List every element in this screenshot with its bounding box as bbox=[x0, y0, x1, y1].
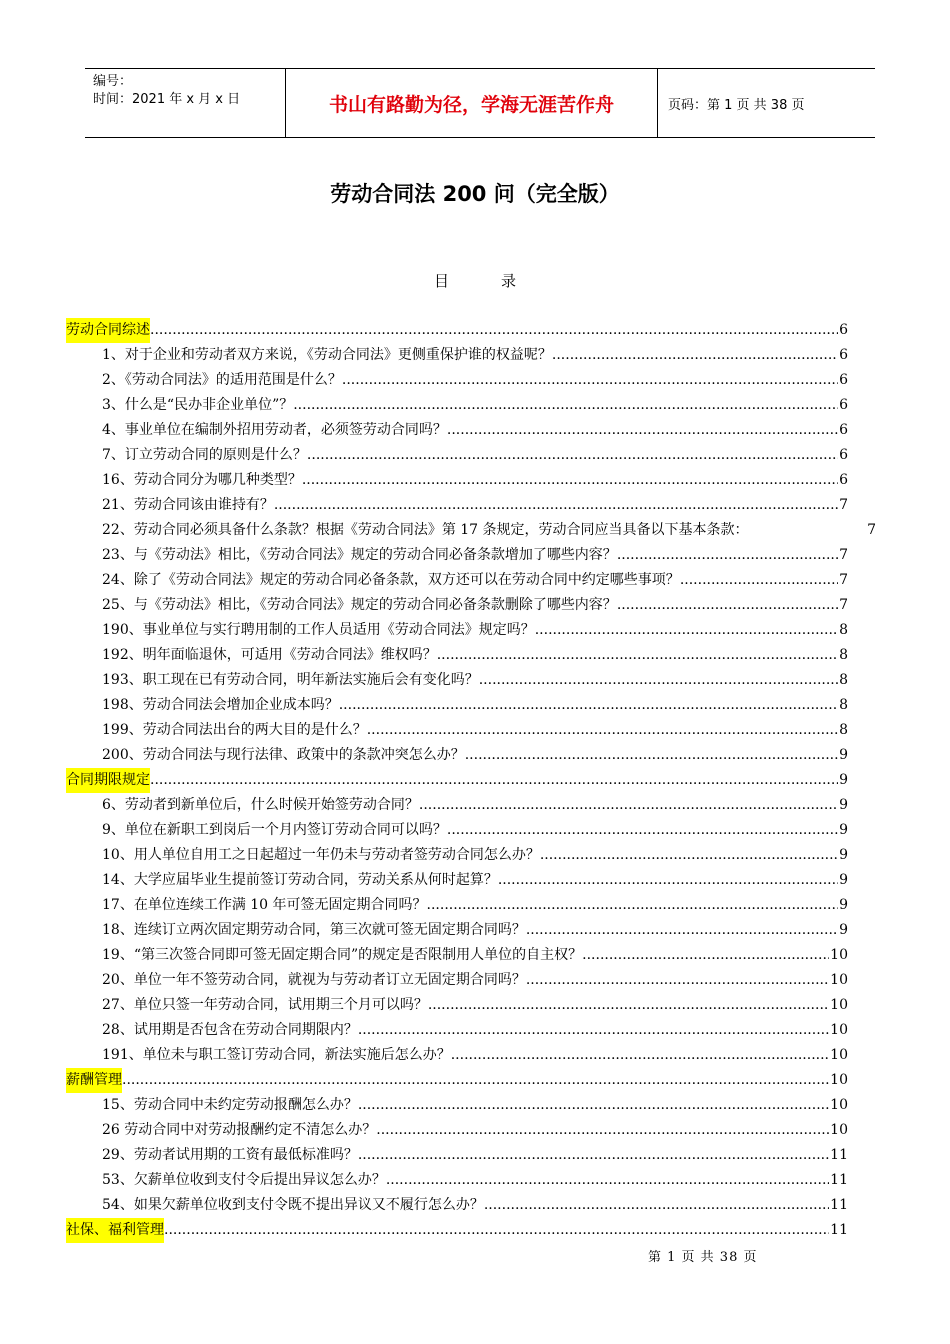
toc-entry[interactable] bbox=[66, 993, 848, 1018]
dot-leader bbox=[339, 693, 838, 718]
dot-leader bbox=[122, 1068, 829, 1093]
toc-entry-label: 193、职工现在已有劳动合同，明年新法实施后会有变化吗？ bbox=[102, 672, 479, 688]
dot-leader bbox=[617, 593, 838, 618]
toc-entry[interactable] bbox=[66, 618, 848, 643]
dot-leader bbox=[540, 843, 838, 868]
toc-entry[interactable] bbox=[66, 718, 848, 743]
toc-entry-label: 21、劳动合同该由谁持有？ bbox=[102, 497, 274, 513]
serial-label: 编号： bbox=[93, 74, 133, 89]
dot-leader bbox=[358, 1018, 829, 1043]
toc-entry[interactable] bbox=[66, 968, 848, 993]
toc-entry[interactable] bbox=[66, 1018, 848, 1043]
dot-leader bbox=[484, 1193, 829, 1218]
dot-leader bbox=[358, 1093, 829, 1118]
toc-entry[interactable] bbox=[66, 893, 848, 918]
toc-page-number: 11 bbox=[830, 1147, 848, 1163]
time-label: 时间：2021 年 x 月 x 日 bbox=[93, 92, 241, 107]
toc-entry-label: 19、“第三次签合同即可签无固定期合同”的规定是否限制用人单位的自主权？ bbox=[102, 947, 583, 963]
toc-entry[interactable] bbox=[66, 868, 848, 893]
toc-page-number: 10 bbox=[830, 972, 848, 988]
dot-leader bbox=[465, 743, 838, 768]
toc-page-number: 6 bbox=[839, 347, 848, 363]
toc-entry-label: 17、在单位连续工作满 10 年可签无固定期合同吗？ bbox=[102, 897, 427, 913]
toc-page-number: 11 bbox=[830, 1197, 848, 1213]
toc-entry[interactable] bbox=[66, 518, 876, 543]
toc-page-number: 9 bbox=[839, 872, 848, 888]
toc-section[interactable] bbox=[66, 318, 848, 343]
dot-leader bbox=[150, 768, 838, 793]
toc-entry-label: 54、如果欠薪单位收到支付令既不提出异议又不履行怎么办？ bbox=[102, 1197, 484, 1213]
toc-entry-label: 200、劳动合同法与现行法律、政策中的条款冲突怎么办？ bbox=[102, 747, 465, 763]
dot-leader bbox=[428, 993, 829, 1018]
toc-section-label: 薪酬管理 bbox=[66, 1068, 122, 1093]
toc-page-number: 10 bbox=[830, 947, 848, 963]
dot-leader bbox=[582, 943, 829, 968]
toc-page-number: 8 bbox=[839, 697, 848, 713]
dot-leader bbox=[447, 418, 838, 443]
toc-page-number: 7 bbox=[839, 572, 848, 588]
toc-page-number: 10 bbox=[830, 1022, 848, 1038]
toc-entry[interactable] bbox=[66, 643, 848, 668]
toc-page-number: 6 bbox=[839, 322, 848, 338]
dot-leader bbox=[535, 618, 838, 643]
toc-page-number: 9 bbox=[839, 897, 848, 913]
dot-leader bbox=[150, 318, 838, 343]
toc-page-number: 10 bbox=[830, 997, 848, 1013]
toc-entry-label: 1、对于企业和劳动者双方来说，《劳动合同法》更侧重保护谁的权益呢？ bbox=[102, 347, 552, 363]
toc-entry[interactable] bbox=[66, 418, 848, 443]
dot-leader bbox=[479, 668, 838, 693]
toc-entry-label: 28、试用期是否包含在劳动合同期限内？ bbox=[102, 1022, 358, 1038]
toc-entry-label: 198、劳动合同法会增加企业成本吗？ bbox=[102, 697, 339, 713]
dot-leader bbox=[307, 443, 838, 468]
toc-entry-label: 24、除了《劳动合同法》规定的劳动合同必备条款，双方还可以在劳动合同中约定哪些事项？ bbox=[102, 572, 680, 588]
dot-leader bbox=[552, 343, 838, 368]
toc-entry[interactable] bbox=[66, 468, 848, 493]
dot-leader bbox=[526, 918, 838, 943]
dot-leader bbox=[447, 818, 838, 843]
toc-entry-label: 22、劳动合同必须具备什么条款？根据《劳动合同法》第 17 条规定，劳动合同应当具备以下基本条款： bbox=[102, 522, 749, 538]
dot-leader bbox=[376, 1118, 829, 1143]
dot-leader bbox=[680, 568, 838, 593]
dot-leader bbox=[274, 493, 838, 518]
toc-section[interactable] bbox=[66, 768, 848, 793]
toc-page-number: 11 bbox=[830, 1222, 848, 1238]
toc-page-number: 6 bbox=[839, 397, 848, 413]
toc-entry-label: 2、《劳动合同法》的适用范围是什么？ bbox=[102, 372, 342, 388]
dot-leader bbox=[617, 543, 838, 568]
toc-entry[interactable] bbox=[66, 818, 848, 843]
toc-page-number: 9 bbox=[839, 747, 848, 763]
dot-leader bbox=[302, 468, 838, 493]
toc-entry[interactable] bbox=[66, 1193, 848, 1218]
document-header bbox=[85, 68, 875, 138]
toc-entry-label: 191、单位未与职工签订劳动合同，新法实施后怎么办？ bbox=[102, 1047, 451, 1063]
toc-page-number: 7 bbox=[839, 497, 848, 513]
toc-page-number: 9 bbox=[839, 922, 848, 938]
toc-entry[interactable] bbox=[66, 1093, 848, 1118]
dot-leader bbox=[427, 893, 839, 918]
toc-section[interactable] bbox=[66, 1218, 848, 1243]
toc-entry-label: 7、订立劳动合同的原则是什么？ bbox=[102, 447, 307, 463]
toc-entry[interactable] bbox=[66, 1043, 848, 1068]
toc-entry-label: 20、单位一年不签劳动合同，就视为与劳动者订立无固定期合同吗？ bbox=[102, 972, 526, 988]
dot-leader bbox=[437, 643, 838, 668]
toc-page-number: 11 bbox=[830, 1172, 848, 1188]
header-page-info: 页码：第 1 页 共 38 页 bbox=[668, 97, 805, 113]
dot-leader bbox=[498, 868, 838, 893]
toc-section[interactable] bbox=[66, 1068, 848, 1093]
toc-entry[interactable] bbox=[66, 543, 848, 568]
toc-entry[interactable] bbox=[66, 1168, 848, 1193]
toc-entry-label: 190、事业单位与实行聘用制的工作人员适用《劳动合同法》规定吗？ bbox=[102, 622, 535, 638]
toc-entry[interactable] bbox=[66, 368, 848, 393]
toc-entry[interactable] bbox=[66, 843, 848, 868]
toc-page-number: 6 bbox=[839, 472, 848, 488]
toc-entry[interactable] bbox=[66, 943, 848, 968]
toc-entry-label: 25、与《劳动法》相比，《劳动合同法》规定的劳动合同必备条款删除了哪些内容？ bbox=[102, 597, 617, 613]
toc-entry-label: 26 劳动合同中对劳动报酬约定不清怎么办？ bbox=[102, 1122, 377, 1138]
toc-page-number: 8 bbox=[839, 647, 848, 663]
toc-page-number: 7 bbox=[839, 547, 848, 563]
dot-leader bbox=[164, 1218, 829, 1243]
header-left-cell bbox=[85, 69, 285, 137]
toc-page-number: 6 bbox=[839, 372, 848, 388]
dot-leader bbox=[293, 393, 838, 418]
toc-page-number: 9 bbox=[839, 772, 848, 788]
toc-entry-label: 18、连续订立两次固定期劳动合同，第三次就可签无固定期合同吗？ bbox=[102, 922, 526, 938]
toc-entry[interactable] bbox=[66, 568, 848, 593]
dot-leader bbox=[358, 1143, 829, 1168]
toc-entry[interactable] bbox=[66, 1143, 848, 1168]
toc-entry-label: 9、单位在新职工到岗后一个月内签订劳动合同可以吗？ bbox=[102, 822, 447, 838]
toc-entry-label: 14、大学应届毕业生提前签订劳动合同，劳动关系从何时起算？ bbox=[102, 872, 498, 888]
toc-entry[interactable] bbox=[66, 393, 848, 418]
toc-section-label: 合同期限规定 bbox=[66, 768, 150, 793]
toc-entry-label: 15、劳动合同中未约定劳动报酬怎么办？ bbox=[102, 1097, 358, 1113]
toc-entry-label: 199、劳动合同法出台的两大目的是什么？ bbox=[102, 722, 367, 738]
toc-section-label: 劳动合同综述 bbox=[66, 318, 150, 343]
toc-entry[interactable] bbox=[66, 668, 848, 693]
document-title: 劳动合同法 200 问（完全版） bbox=[330, 182, 620, 206]
page-footer: 第 1 页 共 38 页 bbox=[648, 1250, 758, 1265]
toc-page-number: 9 bbox=[839, 797, 848, 813]
toc-section-label: 社保、福利管理 bbox=[66, 1218, 164, 1243]
toc-page-number: 6 bbox=[839, 447, 848, 463]
toc-entry[interactable] bbox=[66, 493, 848, 518]
dot-leader bbox=[451, 1043, 829, 1068]
toc-heading: 目录 bbox=[433, 272, 568, 290]
toc-page-number: 8 bbox=[839, 672, 848, 688]
toc-entry-label: 192、明年面临退休，可适用《劳动合同法》维权吗？ bbox=[102, 647, 437, 663]
toc-page-number: 10 bbox=[830, 1122, 848, 1138]
dot-leader bbox=[419, 793, 838, 818]
header-motto: 书山有路勤为径，学海无涯苦作舟 bbox=[285, 69, 658, 137]
toc-entry-label: 27、单位只签一年劳动合同，试用期三个月可以吗？ bbox=[102, 997, 428, 1013]
toc-entry-label: 29、劳动者试用期的工资有最低标准吗？ bbox=[102, 1147, 358, 1163]
toc-page-number: 7 bbox=[839, 597, 848, 613]
toc-page-number: 6 bbox=[839, 422, 848, 438]
toc-entry-label: 16、劳动合同分为哪几种类型？ bbox=[102, 472, 302, 488]
toc-entry[interactable] bbox=[66, 743, 848, 768]
toc-page-number: 9 bbox=[839, 822, 848, 838]
dot-leader bbox=[367, 718, 838, 743]
table-of-contents bbox=[66, 318, 876, 1243]
dot-leader bbox=[526, 968, 829, 993]
toc-entry[interactable] bbox=[66, 693, 848, 718]
toc-entry-label: 4、事业单位在编制外招用劳动者，必须签劳动合同吗？ bbox=[102, 422, 447, 438]
toc-page-number: 10 bbox=[830, 1047, 848, 1063]
toc-entry-label: 3、什么是“民办非企业单位”？ bbox=[102, 397, 294, 413]
toc-page-number: 8 bbox=[839, 722, 848, 738]
toc-entry-label: 6、劳动者到新单位后，什么时候开始签劳动合同？ bbox=[102, 797, 419, 813]
toc-page-number: 9 bbox=[839, 847, 848, 863]
toc-page-number: 7 bbox=[867, 522, 876, 538]
toc-page-number: 8 bbox=[839, 622, 848, 638]
toc-entry-label: 53、欠薪单位收到支付令后提出异议怎么办？ bbox=[102, 1172, 386, 1188]
toc-entry[interactable] bbox=[66, 593, 848, 618]
dot-leader bbox=[342, 368, 838, 393]
toc-entry-label: 23、与《劳动法》相比，《劳动合同法》规定的劳动合同必备条款增加了哪些内容？ bbox=[102, 547, 617, 563]
toc-entry[interactable] bbox=[66, 918, 848, 943]
toc-entry[interactable] bbox=[66, 793, 848, 818]
toc-page-number: 10 bbox=[830, 1097, 848, 1113]
toc-entry[interactable] bbox=[66, 443, 848, 468]
toc-page-number: 10 bbox=[830, 1072, 848, 1088]
toc-entry[interactable] bbox=[66, 343, 848, 368]
toc-entry-label: 10、用人单位自用工之日起超过一年仍未与劳动者签劳动合同怎么办？ bbox=[102, 847, 540, 863]
toc-entry[interactable] bbox=[66, 1118, 848, 1143]
dot-leader bbox=[386, 1168, 829, 1193]
